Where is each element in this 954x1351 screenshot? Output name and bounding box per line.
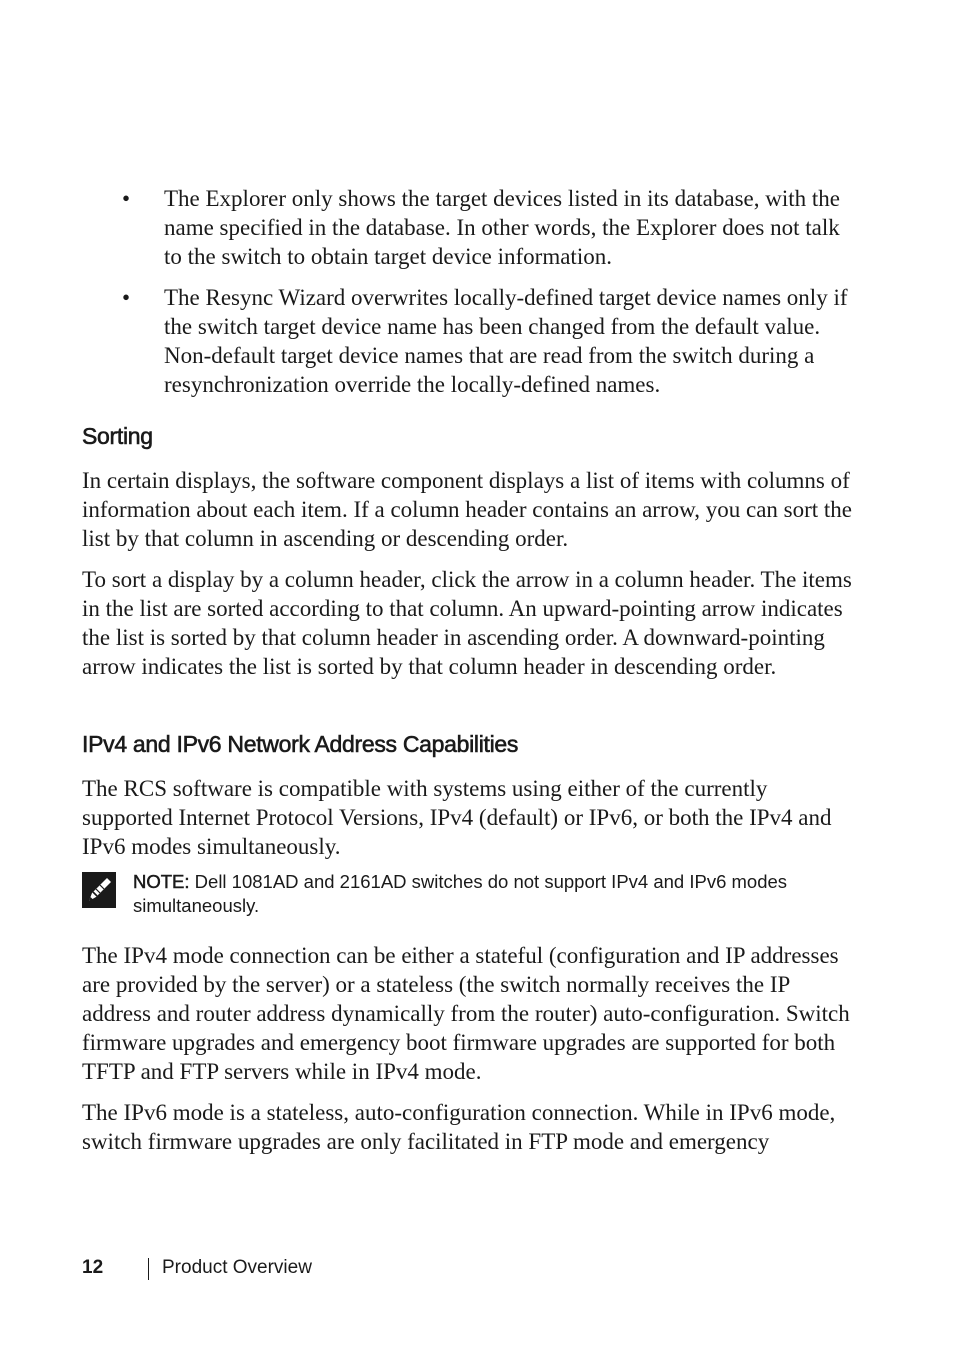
ipv-paragraph-3: The IPv6 mode is a stateless, auto-configuration connection. While in IPv6 mode, switch firmware upgrades are only facilitated in FTP mode and emergency <box>82 1100 836 1154</box>
footer-divider <box>148 1258 149 1280</box>
list-item <box>122 184 852 271</box>
sorting-paragraph-2: To sort a display by a column header, click the arrow in a column header. The items in the list are sorted according to that column. An upward-pointing arrow indicates the list is sorted by that column header in ascending order. A downward-pointing arrow indicates the list is sorted by that column header in descending order. <box>82 567 852 679</box>
note-text <box>133 870 833 918</box>
ipv-paragraph-1: The RCS software is compatible with systems using either of the currently supported Internet Protocol Versions, IPv4 (default) or IPv6, or both the IPv4 and IPv6 modes simultaneously. <box>82 776 832 859</box>
sorting-paragraph-1: In certain displays, the software component displays a list of items with columns of information about each item. If a column header contains an arrow, you can sort the list by that column in ascending or descending order. <box>82 468 853 551</box>
bullet-text: The Resync Wizard overwrites locally-defined target device names only if the switch target device name has been changed from the default value. Non-default target device names that are read from the switch during a resynchronization override the locally-defined names. <box>164 285 848 397</box>
pencil-note-icon <box>82 872 116 908</box>
note-label: NOTE: <box>133 871 190 892</box>
list-item <box>122 283 852 399</box>
ipv-paragraph-2: The IPv4 mode connection can be either a stateful (configuration and IP addresses are provided by the server) or a stateless (the switch normally receives the IP address and router address dynamically from the router) auto-configuration. Switch firmware upgrades and emergency boot firmware upgrades are supported for both TFTP and FTP servers while in IPv4 mode. <box>82 943 850 1084</box>
sorting-heading: Sorting <box>82 423 153 449</box>
footer-section-name: Product Overview <box>162 1257 312 1278</box>
bullet-text: The Explorer only shows the target devices listed in its database, with the name specified in the database. In other words, the Explorer does not talk to the switch to obtain target device information. <box>164 186 840 269</box>
page-number: 12 <box>82 1257 104 1278</box>
bullet-marker: • <box>122 186 131 211</box>
bullet-list <box>122 184 852 411</box>
note-body: Dell 1081AD and 2161AD switches do not support IPv4 and IPv6 modes simultaneously. <box>133 871 788 916</box>
ipv-heading: IPv4 and IPv6 Network Address Capabilities <box>82 731 519 757</box>
bullet-marker: • <box>122 285 131 310</box>
